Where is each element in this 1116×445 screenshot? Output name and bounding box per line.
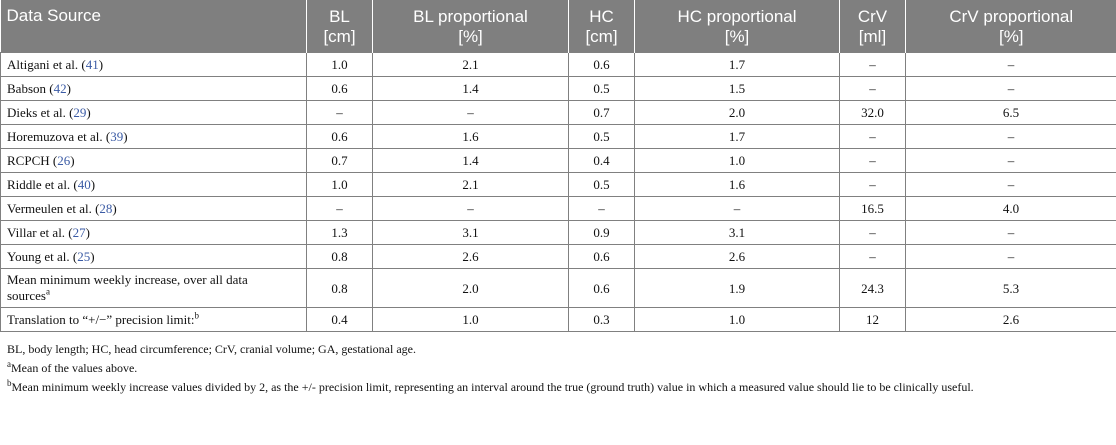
source-close: )	[66, 81, 71, 96]
column-header	[569, 0, 635, 53]
mean-label-line1: Mean minimum weekly increase, over all data	[7, 272, 248, 287]
table-row	[1, 149, 1116, 173]
footnote-a-marker: a	[7, 359, 11, 369]
source-cell	[1, 173, 307, 197]
value-cell: 0.5	[569, 125, 635, 149]
source-name: Riddle et al. (	[7, 177, 78, 192]
value-cell: 1.0	[635, 149, 840, 173]
source-name: Horemuzova et al. (	[7, 129, 111, 144]
source-cell	[1, 245, 307, 269]
column-header	[373, 0, 569, 53]
value-cell: –	[906, 149, 1116, 173]
source-cell	[1, 149, 307, 173]
value-cell: 0.7	[307, 149, 373, 173]
value-cell: 0.6	[569, 53, 635, 77]
reference-link[interactable]: 25	[77, 249, 91, 264]
reference-link[interactable]: 40	[77, 177, 91, 192]
table-body	[1, 53, 1116, 332]
value-cell: 1.3	[307, 221, 373, 245]
source-cell	[1, 197, 307, 221]
footnote-a-text: Mean of the values above.	[11, 361, 138, 375]
source-cell	[1, 101, 307, 125]
value-cell: –	[840, 149, 906, 173]
value-cell: –	[906, 173, 1116, 197]
column-header-label: BL	[329, 6, 350, 26]
value-cell: 16.5	[840, 197, 906, 221]
footnote-b-ref: b	[194, 310, 199, 321]
footnote-b-marker: b	[7, 378, 12, 388]
source-cell	[1, 221, 307, 245]
source-name: Altigani et al. (	[7, 57, 86, 72]
source-close: )	[112, 201, 117, 216]
source-close: )	[123, 129, 128, 144]
value-cell: 32.0	[840, 101, 906, 125]
reference-link[interactable]: 26	[57, 153, 71, 168]
value-cell: –	[635, 197, 840, 221]
value-cell: 6.5	[906, 101, 1116, 125]
reference-link[interactable]: 28	[99, 201, 113, 216]
value-cell: 2.0	[635, 101, 840, 125]
table-row	[1, 53, 1116, 77]
value-cell: 2.1	[373, 173, 569, 197]
value-cell: 0.3	[569, 308, 635, 332]
value-cell: –	[840, 173, 906, 197]
source-cell	[1, 77, 307, 101]
value-cell: 0.5	[569, 77, 635, 101]
value-cell: 1.9	[635, 269, 840, 308]
value-cell: 1.0	[307, 53, 373, 77]
value-cell: –	[906, 53, 1116, 77]
value-cell: 0.8	[307, 245, 373, 269]
value-cell: –	[840, 221, 906, 245]
table-row	[1, 221, 1116, 245]
source-name: Dieks et al. (	[7, 105, 74, 120]
column-header-label: BL proportional	[413, 6, 528, 26]
column-header	[840, 0, 906, 53]
reference-link[interactable]: 29	[73, 105, 87, 120]
value-cell: 3.1	[635, 221, 840, 245]
source-close: )	[70, 153, 75, 168]
value-cell: 1.0	[307, 173, 373, 197]
value-cell: 0.8	[307, 269, 373, 308]
value-cell: –	[906, 221, 1116, 245]
source-close: )	[85, 225, 90, 240]
footnote-a	[7, 360, 1109, 376]
value-cell: –	[840, 125, 906, 149]
value-cell: –	[373, 101, 569, 125]
source-cell	[1, 53, 307, 77]
column-header-unit: [cm]	[323, 26, 356, 46]
source-name: Vermeulen et al. (	[7, 201, 100, 216]
value-cell: 0.5	[569, 173, 635, 197]
column-header	[1, 0, 307, 53]
column-header-unit: [%]	[998, 26, 1024, 46]
header-row	[1, 0, 1116, 53]
table-row	[1, 125, 1116, 149]
value-cell: 2.6	[635, 245, 840, 269]
value-cell: 0.4	[569, 149, 635, 173]
value-cell: 0.6	[569, 245, 635, 269]
value-cell: 1.4	[373, 77, 569, 101]
value-cell: 1.5	[635, 77, 840, 101]
column-header-unit: [%]	[458, 26, 483, 46]
column-header-unit: [cm]	[585, 26, 618, 46]
value-cell: 1.7	[635, 125, 840, 149]
reference-link[interactable]: 42	[53, 81, 67, 96]
column-header	[906, 0, 1116, 53]
table-row	[1, 197, 1116, 221]
value-cell: 24.3	[840, 269, 906, 308]
value-cell: –	[840, 245, 906, 269]
value-cell: –	[840, 77, 906, 101]
source-name: Villar et al. (	[7, 225, 73, 240]
reference-link[interactable]: 41	[85, 57, 99, 72]
table-row	[1, 101, 1116, 125]
source-cell	[1, 125, 307, 149]
value-cell: 0.9	[569, 221, 635, 245]
value-cell: –	[906, 125, 1116, 149]
value-cell: –	[307, 197, 373, 221]
table-row	[1, 173, 1116, 197]
value-cell: 1.6	[635, 173, 840, 197]
column-header-unit: [ml]	[858, 26, 887, 46]
source-close: )	[98, 57, 104, 72]
column-header	[635, 0, 840, 53]
value-cell: 5.3	[906, 269, 1116, 308]
translation-label-cell	[1, 308, 307, 332]
value-cell: 1.0	[373, 308, 569, 332]
value-cell: 4.0	[906, 197, 1116, 221]
column-header-unit: [%]	[724, 26, 750, 46]
column-header-label: HC proportional	[677, 6, 797, 26]
column-header-label: CrV	[857, 6, 888, 26]
value-cell: 2.1	[373, 53, 569, 77]
footnotes	[0, 332, 1116, 395]
value-cell: 3.1	[373, 221, 569, 245]
source-name: Young et al. (	[7, 249, 78, 264]
table-row	[1, 77, 1116, 101]
value-cell: –	[906, 77, 1116, 101]
value-cell: 2.0	[373, 269, 569, 308]
value-cell: 0.7	[569, 101, 635, 125]
value-cell: 12	[840, 308, 906, 332]
value-cell: 0.4	[307, 308, 373, 332]
value-cell: –	[569, 197, 635, 221]
mean-label-cell	[1, 269, 307, 308]
value-cell: 1.4	[373, 149, 569, 173]
source-name: Babson (	[7, 81, 54, 96]
footnote-b-text: Mean minimum weekly increase values divided by 2, as the +/- precision limit, representing an interval around the true (ground truth) value in which a measured value should lie to be clinically useful.	[11, 380, 974, 394]
reference-link[interactable]: 27	[72, 225, 86, 240]
column-header-label: CrV proportional	[949, 6, 1074, 26]
reference-link[interactable]: 39	[110, 129, 124, 144]
translation-label: Translation to “+/−” precision limit:	[7, 312, 195, 327]
source-name: RCPCH (	[7, 153, 58, 168]
value-cell: 0.6	[307, 77, 373, 101]
footnote-b	[7, 379, 1109, 395]
footnote-a-ref: a	[46, 286, 50, 297]
table-header	[1, 0, 1116, 53]
abbreviations-note: BL, body length; HC, head circumference; CrV, cranial volume; GA, gestational age.	[7, 342, 416, 356]
mean-label-line2: sources	[7, 288, 46, 303]
translation-row	[1, 308, 1116, 332]
value-cell: –	[373, 197, 569, 221]
value-cell: 1.7	[635, 53, 840, 77]
source-close: )	[86, 105, 91, 120]
value-cell: 2.6	[373, 245, 569, 269]
table-row	[1, 245, 1116, 269]
mean-row	[1, 269, 1116, 308]
value-cell: 2.6	[906, 308, 1116, 332]
column-header-label: HC	[589, 6, 614, 26]
source-close: )	[90, 177, 96, 192]
value-cell: –	[840, 53, 906, 77]
value-cell: 1.0	[635, 308, 840, 332]
value-cell: 1.6	[373, 125, 569, 149]
value-cell: –	[307, 101, 373, 125]
value-cell: 0.6	[307, 125, 373, 149]
value-cell: 0.6	[569, 269, 635, 308]
source-close: )	[90, 249, 95, 264]
column-header	[307, 0, 373, 53]
column-header-label: Data Source	[6, 6, 101, 25]
value-cell: –	[906, 245, 1116, 269]
